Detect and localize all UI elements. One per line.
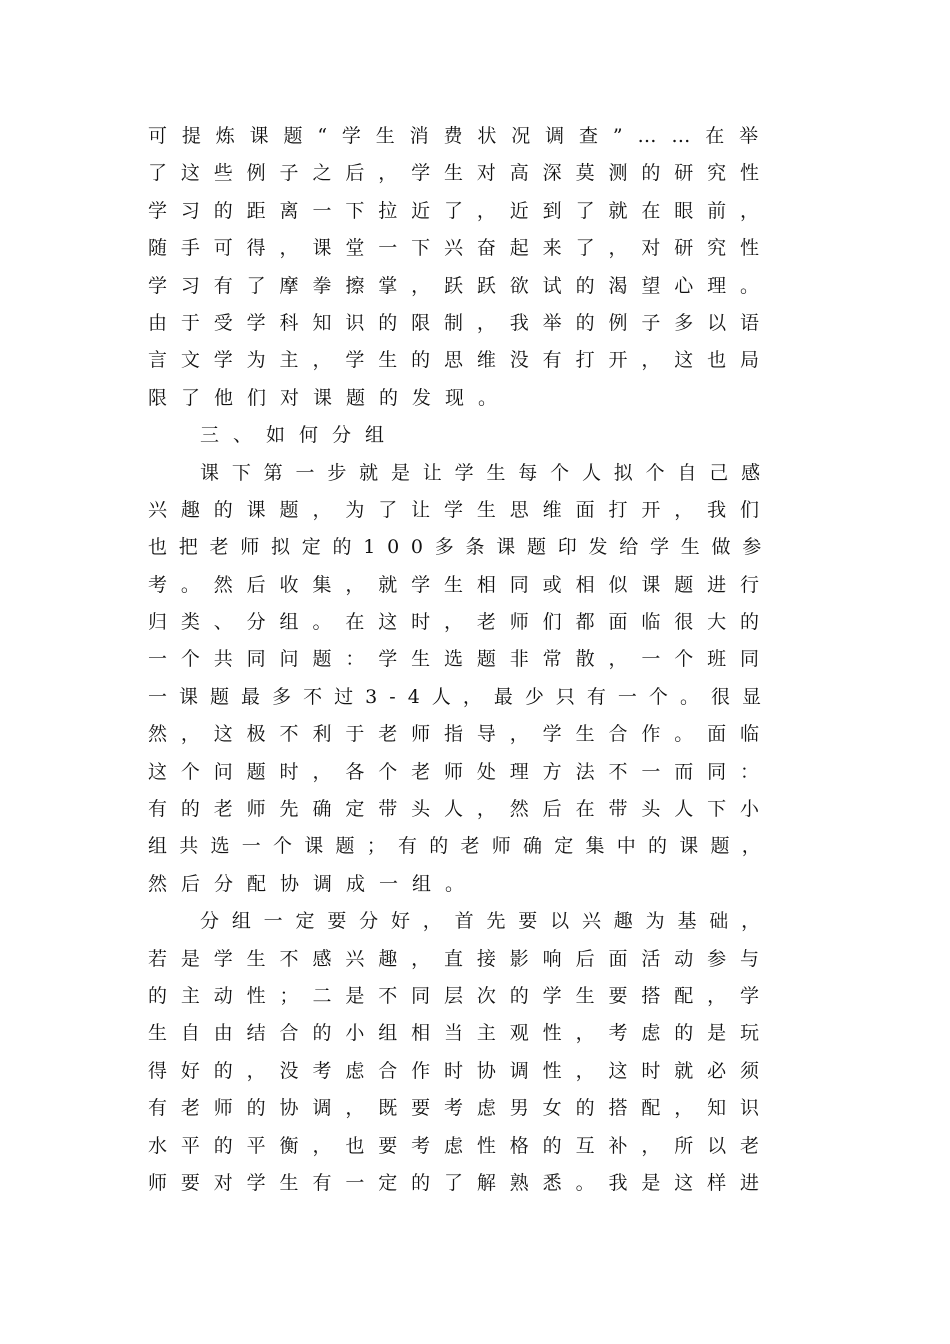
text-line: 水平的平衡，也要考虑性格的互补，所以老 [148,1134,773,1157]
text-line: 一课题最多不过3-4人，最少只有一个。很显 [148,685,774,708]
text-line: 的主动性；二是不同层次的学生要搭配，学 [148,984,773,1007]
text-line: 得好的，没考虑合作时协调性，这时就必须 [148,1059,773,1082]
text-line: 言文学为主，学生的思维没有打开，这也局 [148,349,773,372]
text-line: 这个问题时，各个老师处理方法不一而同： [148,760,773,783]
text-line: 归类、分组。在这时，老师们都面临很大的 [148,611,773,634]
text-line: 分组一定要分好，首先要以兴趣为基础， [200,910,773,933]
text-line: 考。然后收集，就学生相同或相似课题进行 [148,573,773,596]
text-line: 师要对学生有一定的了解熟悉。我是这样进 [148,1171,773,1194]
text-line: 若是学生不感兴趣，直接影响后面活动参与 [148,947,773,970]
text-line: 然后分配协调成一组。 [148,872,479,895]
text-line: 限了他们对课题的发现。 [148,386,512,409]
text-line: 可提炼课题“学生消费状况调查”……在举 [148,125,773,147]
text-line: 兴趣的课题，为了让学生思维面打开，我们 [148,498,773,521]
text-line: 有老师的协调，既要考虑男女的搭配，知识 [148,1097,773,1120]
text-line: 也把老师拟定的100多条课题印发给学生做参 [148,536,774,559]
text-line: 然，这极不利于老师指导，学生合作。面临 [148,723,773,746]
text-line: 三、如何分组 [200,424,399,447]
text-line: 了这些例子之后，学生对高深莫测的研究性 [148,162,773,185]
text-line: 随手可得，课堂一下兴奋起来了，对研究性 [148,237,773,260]
text-line: 课下第一步就是让学生每个人拟个自己感 [200,461,773,484]
body-text [148,118,808,1202]
text-line: 组共选一个课题；有的老师确定集中的课题， [148,835,774,858]
text-line: 学习有了摩拳擦掌，跃跃欲试的渴望心理。 [148,274,773,297]
text-line: 有的老师先确定带头人，然后在带头人下小 [148,798,773,821]
text-line: 一个共同问题：学生选题非常散，一个班同 [148,648,773,671]
text-line: 由于受学科知识的限制，我举的例子多以语 [148,311,773,334]
text-line: 生自由结合的小组相当主观性，考虑的是玩 [148,1022,773,1045]
text-line: 学习的距离一下拉近了，近到了就在眼前， [148,199,773,222]
